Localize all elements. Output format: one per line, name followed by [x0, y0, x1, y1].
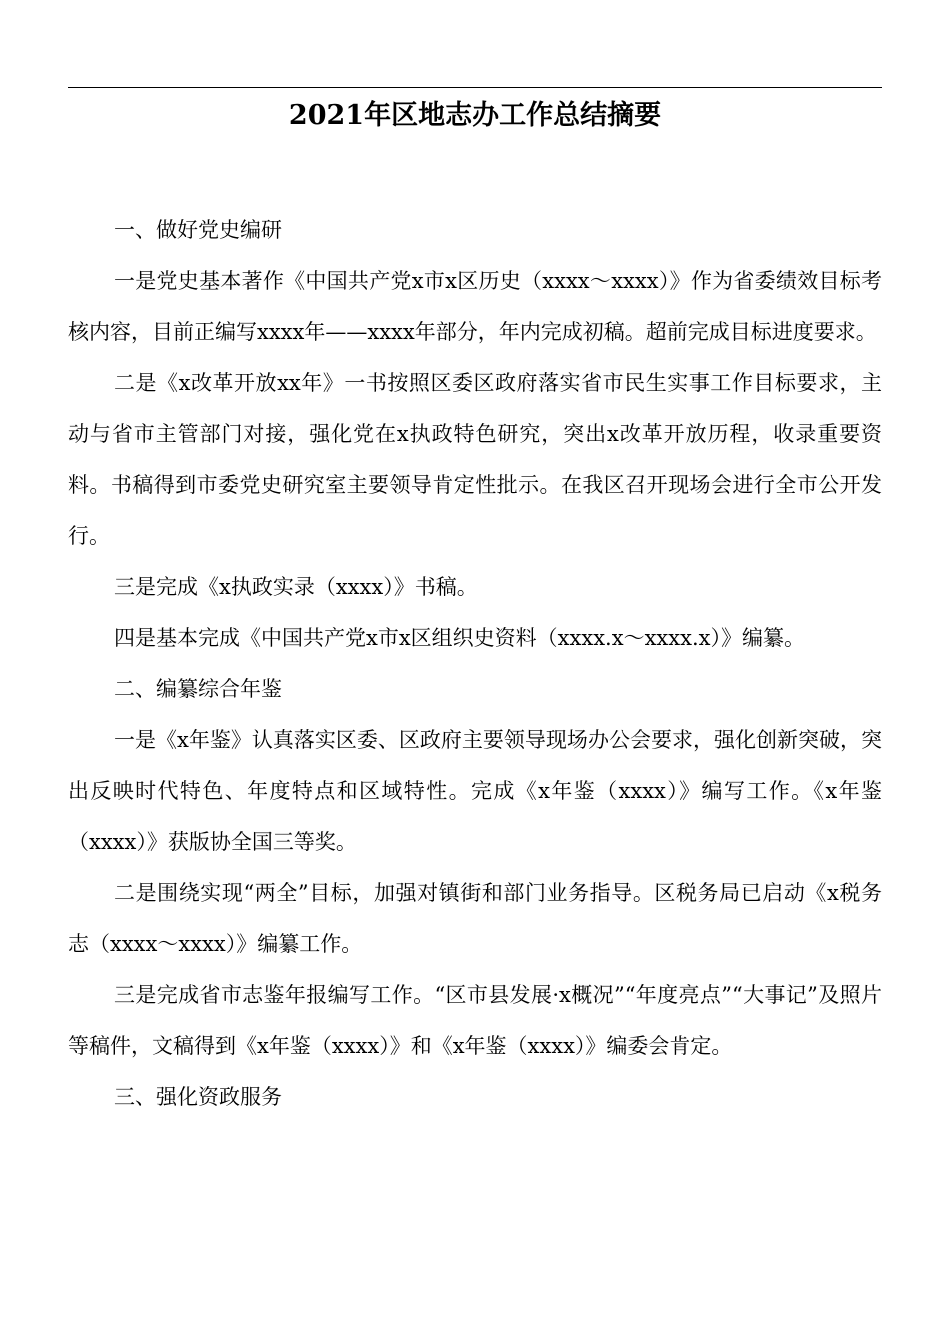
paragraph: 三是完成省市志鉴年报编写工作。“区市县发展·x概况”“年度亮点”“大事记”及照片等稿件，文稿得到《x年鉴（xxxx）》和《x年鉴（xxxx）》编委会肯定。	[68, 983, 882, 1058]
paragraph: 三是完成《x执政实录（xxxx）》书稿。	[114, 575, 478, 599]
section-heading: 三、强化资政服务	[114, 1085, 282, 1109]
document-title: 2021年区地志办工作总结摘要	[288, 100, 662, 131]
paragraph: 一是《x年鉴》认真落实区委、区政府主要领导现场办公会要求，强化创新突破，突出反映时代特色、年度特点和区域特性。完成《x年鉴（xxxx）》编写工作。《x年鉴（xxxx）》获版协全国三等奖。	[68, 728, 882, 854]
paragraph: 四是基本完成《中国共产党x市x区组织史资料（xxxx.x～xxxx.x）》编纂。	[114, 626, 805, 650]
paragraph: 二是《x改革开放xx年》一书按照区委区政府落实省市民生实事工作目标要求，主动与省市主管部门对接，强化党在x执政特色研究，突出x改革开放历程，收录重要资料。书稿得到市委党史研究室主要领导肯定性批示。在我区召开现场会进行全市公开发行。	[68, 371, 882, 548]
section-heading: 二、编纂综合年鉴	[114, 677, 282, 701]
header-rule	[68, 87, 882, 88]
paragraph: 一是党史基本著作《中国共产党x市x区历史（xxxx～xxxx）》作为省委绩效目标考核内容，目前正编写xxxx年——xxxx年部分，年内完成初稿。超前完成目标进度要求。	[68, 269, 882, 344]
section-heading: 一、做好党史编研	[114, 218, 282, 242]
paragraph: 二是围绕实现“两全”目标，加强对镇街和部门业务指导。区税务局已启动《x税务志（xxxx～xxxx）》编纂工作。	[68, 881, 882, 956]
document-body	[68, 205, 882, 1123]
